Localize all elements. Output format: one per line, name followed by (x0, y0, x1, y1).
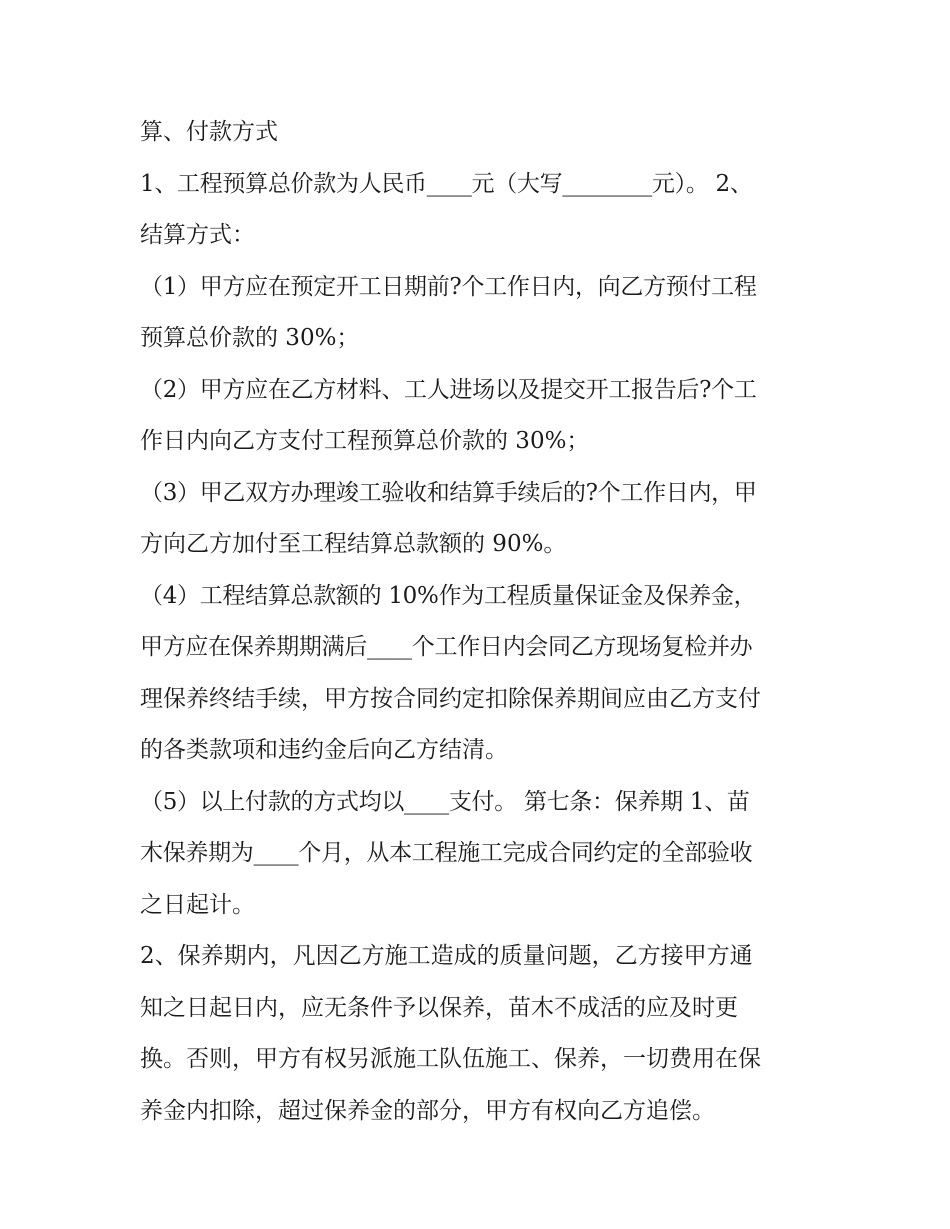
document-body (140, 107, 812, 1137)
text-line-18: 知之日起日内，应无条件予以保养，苗木不成活的应及时更 (140, 994, 738, 1021)
text-line-19: 换。否则，甲方有权另派施工队伍施工、保养，一切费用在保 (140, 1046, 761, 1072)
text-line-7: 作日内向乙方支付工程预算总价款的 30%； (140, 428, 590, 454)
text-line-11: 甲方应在保养期期满后____个工作日内会同乙方现场复检并办 (140, 634, 753, 660)
text-line-17: 2、保养期内，凡因乙方施工造成的质量问题，乙方接甲方通 (140, 943, 753, 969)
text-line-5: 预算总价款的 30%； (140, 325, 360, 351)
text-line-4: （1）甲方应在预定开工日期前?个工作日内，向乙方预付工程 (140, 273, 757, 300)
text-line-10: （4）工程结算总款额的 10%作为工程质量保证金及保养金， (140, 582, 757, 609)
text-line-2: 1、工程预算总价款为人民币____元（大写________元）。 2、 (140, 170, 753, 197)
text-line-9: 方向乙方加付至工程结算总款额的 90%。 (140, 531, 567, 557)
text-line-13: 的各类款项和违约金后向乙方结清。 (140, 737, 508, 763)
text-line-15: 木保养期为____个月，从本工程施工完成合同约定的全部验收 (140, 840, 753, 866)
text-line-1: 算、付款方式 (140, 119, 278, 145)
text-line-20: 养金内扣除，超过保养金的部分，甲方有权向乙方追偿。 (140, 1097, 715, 1124)
text-line-6: （2）甲方应在乙方材料、工人进场以及提交开工报告后?个工 (140, 376, 757, 403)
text-line-3: 结算方式： (140, 222, 255, 248)
text-line-14: （5）以上付款的方式均以____支付。 第七条：保养期 1、苗 (140, 788, 750, 815)
text-line-8: （3）甲乙双方办理竣工验收和结算手续后的?个工作日内，甲 (140, 479, 757, 506)
text-line-16: 之日起计。 (140, 891, 255, 918)
text-line-12: 理保养终结手续，甲方按合同约定扣除保养期间应由乙方支付 (140, 685, 761, 712)
